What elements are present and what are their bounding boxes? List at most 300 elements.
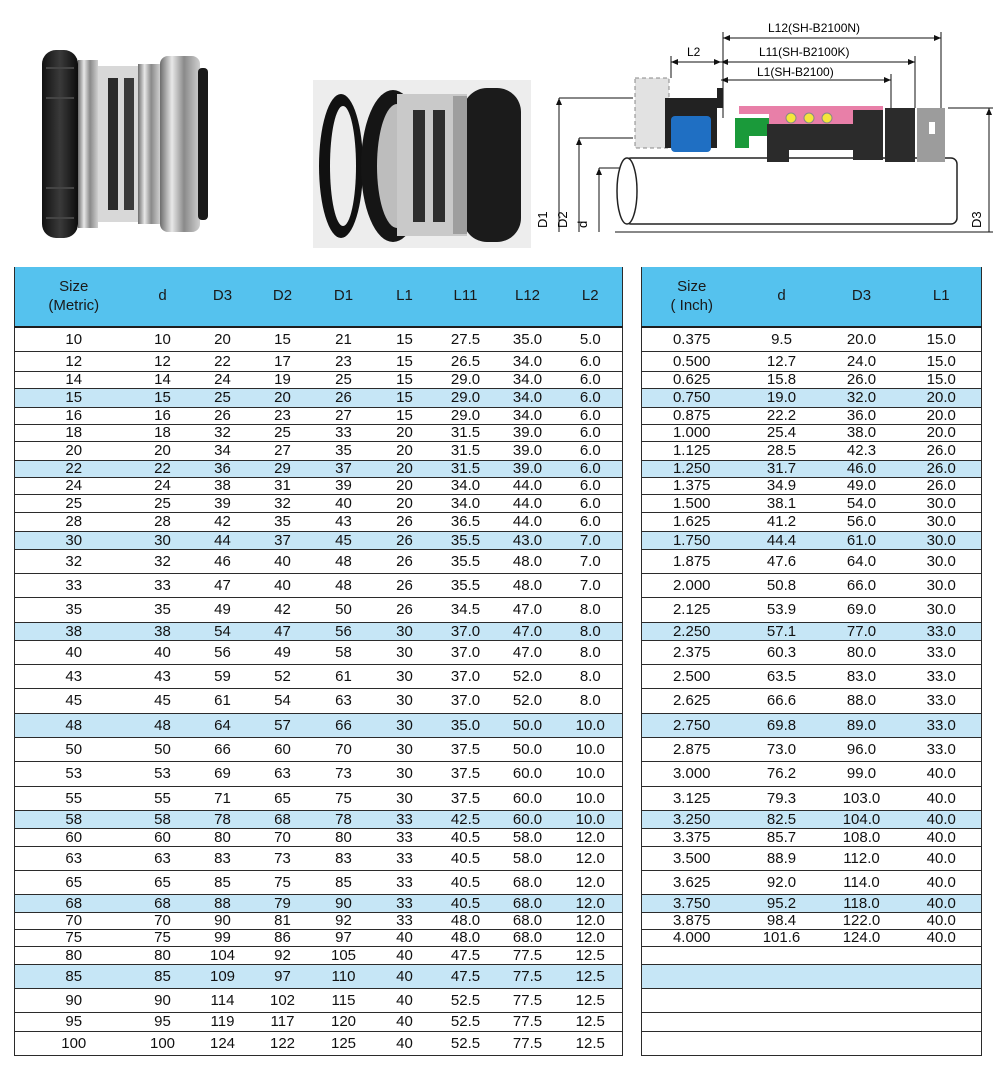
table-cell: 16 — [133, 407, 193, 424]
table-cell: 30 — [375, 713, 435, 737]
table-cell: 75 — [253, 870, 313, 894]
table-cell: 26.0 — [822, 371, 902, 388]
table-cell: 66.0 — [822, 573, 902, 597]
label-l11: L11(SH-B2100K) — [759, 45, 850, 59]
table-cell: 114.0 — [822, 870, 902, 894]
table-cell: 30 — [375, 761, 435, 786]
seal-dimension-diagram — [535, 18, 998, 248]
table-cell: 37.0 — [435, 664, 497, 688]
table-cell: 42 — [253, 597, 313, 622]
table-cell: 33 — [375, 912, 435, 929]
table-cell: 10 — [133, 327, 193, 351]
table-cell: 112.0 — [822, 846, 902, 870]
table-cell: 34.0 — [497, 407, 559, 424]
table-row — [15, 549, 623, 573]
table-cell: 28 — [133, 512, 193, 531]
table-cell: 42.3 — [822, 441, 902, 460]
table-cell: 25 — [313, 371, 375, 388]
table-cell: 68.0 — [497, 929, 559, 946]
table-cell: 115 — [313, 988, 375, 1012]
table-cell: 63.5 — [742, 664, 822, 688]
table-cell: 30 — [375, 622, 435, 640]
table-cell: 22 — [15, 460, 133, 477]
table-row — [642, 846, 982, 870]
table-cell — [822, 1012, 902, 1031]
table-row — [642, 407, 982, 424]
table-cell: 49.0 — [822, 477, 902, 494]
table-cell: 6.0 — [559, 424, 623, 441]
table-cell: 40.0 — [902, 846, 982, 870]
metric-header-cell: d — [133, 267, 193, 327]
table-cell: 1.875 — [642, 549, 742, 573]
table-cell: 66.6 — [742, 688, 822, 713]
table-cell: 2.625 — [642, 688, 742, 713]
table-cell: 69.0 — [822, 597, 902, 622]
table-cell: 85 — [133, 964, 193, 988]
table-cell: 30 — [375, 664, 435, 688]
table-cell: 33.0 — [902, 640, 982, 664]
table-row — [15, 810, 623, 828]
table-cell: 46.0 — [822, 460, 902, 477]
table-cell: 31.5 — [435, 424, 497, 441]
table-row — [642, 531, 982, 549]
table-cell: 40 — [253, 573, 313, 597]
table-cell: 63 — [15, 846, 133, 870]
table-cell: 37.5 — [435, 761, 497, 786]
table-cell: 43.0 — [497, 531, 559, 549]
table-row — [642, 1031, 982, 1055]
table-cell: 57.1 — [742, 622, 822, 640]
table-cell: 35 — [133, 597, 193, 622]
table-cell: 52.5 — [435, 1012, 497, 1031]
table-cell: 40 — [375, 946, 435, 964]
table-cell: 33 — [375, 894, 435, 912]
table-cell: 8.0 — [559, 688, 623, 713]
table-cell: 1.750 — [642, 531, 742, 549]
table-cell: 30.0 — [902, 494, 982, 512]
table-cell: 37 — [253, 531, 313, 549]
table-cell: 32 — [15, 549, 133, 573]
table-cell: 24 — [15, 477, 133, 494]
table-cell: 68 — [15, 894, 133, 912]
table-cell: 28 — [15, 512, 133, 531]
table-cell: 104 — [193, 946, 253, 964]
table-cell: 30.0 — [902, 597, 982, 622]
table-cell: 35 — [253, 512, 313, 531]
table-cell: 38.1 — [742, 494, 822, 512]
table-cell: 10 — [15, 327, 133, 351]
table-cell: 36.0 — [822, 407, 902, 424]
table-cell: 40 — [375, 988, 435, 1012]
table-cell: 24 — [133, 477, 193, 494]
metric-header-cell: D2 — [253, 267, 313, 327]
table-cell: 25 — [15, 494, 133, 512]
table-row — [642, 912, 982, 929]
table-cell: 80 — [15, 946, 133, 964]
table-cell: 70 — [133, 912, 193, 929]
table-cell: 26.0 — [902, 441, 982, 460]
table-cell: 1.250 — [642, 460, 742, 477]
table-cell: 12.0 — [559, 870, 623, 894]
table-row — [15, 828, 623, 846]
table-cell: 40.0 — [902, 870, 982, 894]
table-cell: 31.5 — [435, 441, 497, 460]
table-cell: 90 — [133, 988, 193, 1012]
table-cell: 3.250 — [642, 810, 742, 828]
table-cell: 12.7 — [742, 351, 822, 371]
table-cell: 20 — [133, 441, 193, 460]
inch-header-cell: d — [742, 267, 822, 327]
metric-table-header — [15, 267, 623, 327]
table-cell: 6.0 — [559, 407, 623, 424]
table-cell: 21 — [313, 327, 375, 351]
table-row — [15, 597, 623, 622]
table-cell: 27.5 — [435, 327, 497, 351]
table-row — [15, 912, 623, 929]
table-cell: 68.0 — [497, 870, 559, 894]
table-row — [15, 688, 623, 713]
inch-size-table — [641, 267, 982, 1056]
table-cell: 33 — [375, 870, 435, 894]
table-cell: 40 — [15, 640, 133, 664]
table-cell: 22.2 — [742, 407, 822, 424]
table-cell: 3.375 — [642, 828, 742, 846]
table-cell: 6.0 — [559, 351, 623, 371]
table-cell: 40 — [375, 1031, 435, 1055]
metric-header-cell: L1 — [375, 267, 435, 327]
table-row — [15, 1031, 623, 1055]
table-cell: 54 — [253, 688, 313, 713]
metric-header-cell: Size (Metric) — [15, 267, 133, 327]
table-cell: 6.0 — [559, 371, 623, 388]
table-cell: 47.5 — [435, 946, 497, 964]
table-row — [15, 531, 623, 549]
table-cell: 50 — [313, 597, 375, 622]
label-d3: D3 — [969, 211, 984, 228]
table-cell: 60 — [15, 828, 133, 846]
table-cell: 10.0 — [559, 713, 623, 737]
table-cell: 70 — [313, 737, 375, 761]
table-cell: 15.0 — [902, 371, 982, 388]
table-cell: 92.0 — [742, 870, 822, 894]
table-cell: 33.0 — [902, 737, 982, 761]
table-cell: 26.0 — [902, 460, 982, 477]
seal-photo-components — [313, 80, 531, 248]
table-cell: 15 — [375, 371, 435, 388]
table-cell: 33 — [375, 828, 435, 846]
table-cell: 30 — [375, 786, 435, 810]
table-cell: 38.0 — [822, 424, 902, 441]
table-cell: 30 — [133, 531, 193, 549]
table-cell: 28.5 — [742, 441, 822, 460]
table-cell: 70 — [253, 828, 313, 846]
table-cell: 0.375 — [642, 327, 742, 351]
table-cell: 10.0 — [559, 761, 623, 786]
table-cell: 40.0 — [902, 828, 982, 846]
table-cell: 35 — [15, 597, 133, 622]
table-cell: 14 — [15, 371, 133, 388]
table-cell: 47 — [253, 622, 313, 640]
table-cell: 34 — [193, 441, 253, 460]
table-cell: 43 — [313, 512, 375, 531]
table-cell: 90 — [313, 894, 375, 912]
table-cell: 35.0 — [497, 327, 559, 351]
table-cell: 35.5 — [435, 531, 497, 549]
table-cell — [902, 946, 982, 964]
table-cell — [642, 1031, 742, 1055]
table-cell: 26.0 — [902, 477, 982, 494]
table-cell: 48 — [133, 713, 193, 737]
table-cell: 15 — [253, 327, 313, 351]
table-cell: 64 — [193, 713, 253, 737]
table-cell: 15 — [375, 351, 435, 371]
table-row — [15, 713, 623, 737]
metric-header-cell: L11 — [435, 267, 497, 327]
table-cell: 14 — [133, 371, 193, 388]
table-cell: 25.4 — [742, 424, 822, 441]
table-row — [642, 351, 982, 371]
table-row — [642, 870, 982, 894]
table-cell: 20 — [375, 441, 435, 460]
table-row — [642, 424, 982, 441]
table-cell: 38 — [133, 622, 193, 640]
table-cell: 15 — [375, 327, 435, 351]
table-cell: 40 — [253, 549, 313, 573]
table-cell: 92 — [253, 946, 313, 964]
table-cell: 26 — [375, 597, 435, 622]
cross-section-drawing — [535, 18, 998, 248]
table-cell: 58 — [15, 810, 133, 828]
table-row — [642, 640, 982, 664]
table-cell: 65 — [253, 786, 313, 810]
table-cell: 71 — [193, 786, 253, 810]
table-cell: 31.7 — [742, 460, 822, 477]
table-cell: 15.0 — [902, 327, 982, 351]
table-cell: 7.0 — [559, 549, 623, 573]
table-cell: 40.0 — [902, 786, 982, 810]
table-cell: 42 — [193, 512, 253, 531]
table-cell: 83 — [193, 846, 253, 870]
table-cell: 37.0 — [435, 640, 497, 664]
table-row — [15, 1012, 623, 1031]
table-cell: 6.0 — [559, 441, 623, 460]
table-cell: 20 — [15, 441, 133, 460]
metric-header-cell: L12 — [497, 267, 559, 327]
table-cell: 110 — [313, 964, 375, 988]
table-cell — [742, 988, 822, 1012]
table-cell: 50.8 — [742, 573, 822, 597]
table-cell: 12 — [133, 351, 193, 371]
table-cell: 34.0 — [497, 351, 559, 371]
table-cell: 10.0 — [559, 786, 623, 810]
table-cell: 40 — [313, 494, 375, 512]
table-cell: 12.5 — [559, 988, 623, 1012]
table-row — [642, 828, 982, 846]
table-cell: 39 — [313, 477, 375, 494]
table-cell: 43 — [15, 664, 133, 688]
table-cell: 100 — [133, 1031, 193, 1055]
table-cell: 96.0 — [822, 737, 902, 761]
table-cell: 40.5 — [435, 828, 497, 846]
table-cell: 85.7 — [742, 828, 822, 846]
table-cell: 77.0 — [822, 622, 902, 640]
table-cell: 53 — [133, 761, 193, 786]
table-cell: 38 — [15, 622, 133, 640]
table-cell: 24 — [193, 371, 253, 388]
table-cell: 50 — [133, 737, 193, 761]
table-cell: 47.0 — [497, 597, 559, 622]
table-cell: 6.0 — [559, 512, 623, 531]
table-cell: 22 — [193, 351, 253, 371]
table-cell: 92 — [313, 912, 375, 929]
table-cell: 15 — [133, 388, 193, 407]
seal-components-illustration — [313, 80, 531, 248]
table-cell: 30 — [375, 688, 435, 713]
table-cell: 80.0 — [822, 640, 902, 664]
table-cell — [822, 1031, 902, 1055]
table-cell: 66 — [313, 713, 375, 737]
table-cell: 19 — [253, 371, 313, 388]
table-cell: 41.2 — [742, 512, 822, 531]
table-cell — [642, 964, 742, 988]
table-cell — [902, 1031, 982, 1055]
table-cell: 18 — [15, 424, 133, 441]
table-cell: 47.6 — [742, 549, 822, 573]
table-cell: 12.0 — [559, 894, 623, 912]
table-cell: 77.5 — [497, 1031, 559, 1055]
table-cell: 83.0 — [822, 664, 902, 688]
table-cell: 15 — [375, 388, 435, 407]
table-row — [642, 441, 982, 460]
table-cell: 85 — [193, 870, 253, 894]
table-cell: 40 — [375, 964, 435, 988]
table-cell: 20.0 — [902, 388, 982, 407]
table-row — [15, 894, 623, 912]
table-cell: 89.0 — [822, 713, 902, 737]
table-cell: 101.6 — [742, 929, 822, 946]
table-cell: 20 — [375, 460, 435, 477]
table-cell: 60 — [133, 828, 193, 846]
table-cell: 30.0 — [902, 531, 982, 549]
table-cell: 47 — [193, 573, 253, 597]
table-cell: 58.0 — [497, 846, 559, 870]
table-row — [642, 737, 982, 761]
table-row — [642, 1012, 982, 1031]
table-cell: 12.5 — [559, 1031, 623, 1055]
table-cell: 63 — [253, 761, 313, 786]
table-row — [15, 640, 623, 664]
table-cell: 77.5 — [497, 1012, 559, 1031]
table-cell: 86 — [253, 929, 313, 946]
table-cell — [902, 964, 982, 988]
table-cell: 1.625 — [642, 512, 742, 531]
table-cell: 0.500 — [642, 351, 742, 371]
table-cell: 44 — [193, 531, 253, 549]
table-cell — [742, 946, 822, 964]
table-cell — [742, 964, 822, 988]
table-cell: 83 — [313, 846, 375, 870]
table-cell: 118.0 — [822, 894, 902, 912]
table-row — [642, 988, 982, 1012]
table-cell — [902, 1012, 982, 1031]
table-cell: 15.8 — [742, 371, 822, 388]
table-cell: 97 — [313, 929, 375, 946]
table-cell: 23 — [253, 407, 313, 424]
table-row — [15, 371, 623, 388]
table-cell: 69.8 — [742, 713, 822, 737]
table-cell: 12.0 — [559, 828, 623, 846]
table-cell: 40.0 — [902, 761, 982, 786]
table-cell: 40.5 — [435, 894, 497, 912]
table-cell: 40.0 — [902, 912, 982, 929]
table-cell: 97 — [253, 964, 313, 988]
table-cell — [822, 988, 902, 1012]
table-cell: 54 — [193, 622, 253, 640]
table-cell: 10.0 — [559, 737, 623, 761]
table-row — [15, 512, 623, 531]
table-cell: 1.000 — [642, 424, 742, 441]
table-cell: 8.0 — [559, 622, 623, 640]
table-row — [15, 494, 623, 512]
table-cell: 48.0 — [497, 573, 559, 597]
table-cell: 24.0 — [822, 351, 902, 371]
table-row — [642, 388, 982, 407]
table-cell — [742, 1012, 822, 1031]
table-cell: 48 — [15, 713, 133, 737]
table-cell: 61 — [193, 688, 253, 713]
table-cell: 95 — [133, 1012, 193, 1031]
table-cell: 45 — [15, 688, 133, 713]
metric-header-cell: D3 — [193, 267, 253, 327]
label-l2: L2 — [687, 45, 701, 59]
table-cell: 60.0 — [497, 761, 559, 786]
table-cell: 34.0 — [497, 371, 559, 388]
table-cell: 9.5 — [742, 327, 822, 351]
table-cell: 102 — [253, 988, 313, 1012]
table-cell: 55 — [133, 786, 193, 810]
table-cell: 82.5 — [742, 810, 822, 828]
table-cell: 34.0 — [497, 388, 559, 407]
table-cell — [822, 946, 902, 964]
table-cell: 6.0 — [559, 494, 623, 512]
table-cell: 32.0 — [822, 388, 902, 407]
table-cell: 40 — [375, 929, 435, 946]
table-cell: 33 — [15, 573, 133, 597]
table-cell: 50 — [15, 737, 133, 761]
table-cell: 34.0 — [435, 494, 497, 512]
table-row — [15, 870, 623, 894]
table-cell: 77.5 — [497, 946, 559, 964]
table-cell: 75 — [15, 929, 133, 946]
table-cell: 79 — [253, 894, 313, 912]
table-cell: 3.500 — [642, 846, 742, 870]
table-row — [642, 494, 982, 512]
table-row — [642, 786, 982, 810]
table-cell: 37.0 — [435, 688, 497, 713]
table-cell: 50.0 — [497, 713, 559, 737]
table-cell: 6.0 — [559, 388, 623, 407]
table-cell: 99.0 — [822, 761, 902, 786]
table-cell: 125 — [313, 1031, 375, 1055]
table-cell: 60.0 — [497, 810, 559, 828]
table-cell: 61 — [313, 664, 375, 688]
table-cell: 40 — [375, 1012, 435, 1031]
table-cell: 98.4 — [742, 912, 822, 929]
table-cell: 3.125 — [642, 786, 742, 810]
table-cell: 31 — [253, 477, 313, 494]
table-cell: 109 — [193, 964, 253, 988]
table-cell: 48 — [313, 549, 375, 573]
